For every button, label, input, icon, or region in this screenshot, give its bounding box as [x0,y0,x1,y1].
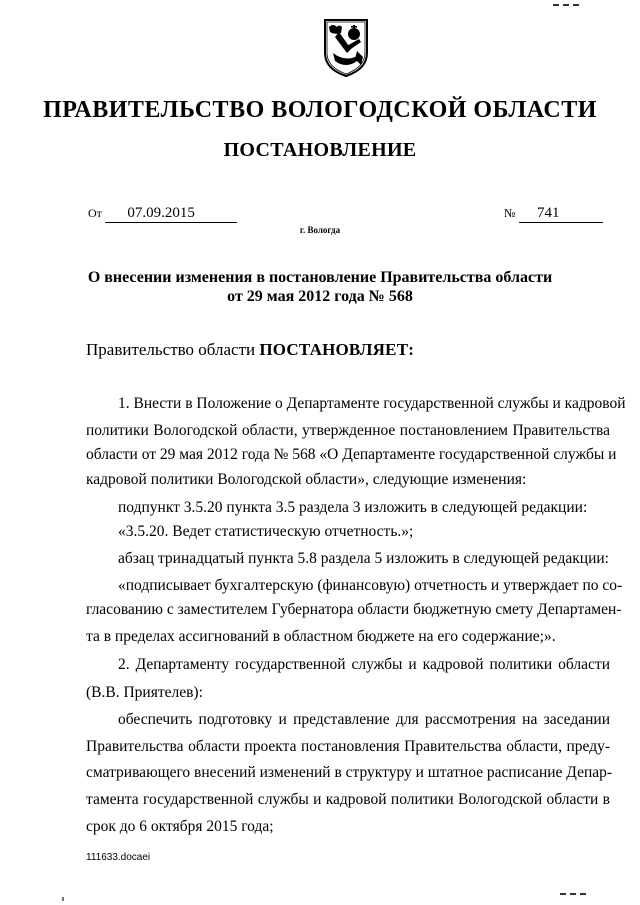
body-line: 2. Департаменту государственной службы и кадровой политики области [118,656,610,673]
document-subject [80,268,560,306]
document-number [504,205,603,223]
body-line: сматривающего внесений изменений в структуру и штатное расписание Депар- [86,764,613,781]
subject-line: от 29 мая 2012 года № 568 [227,288,413,305]
body-line: обеспечить подготовку и представление для рассмотрения на заседании [118,711,610,728]
government-title: ПРАВИТЕЛЬСТВО ВОЛОГОДСКОЙ ОБЛАСТИ [43,97,597,123]
body-line: кадровой политики Вологодской области», следующие изменения: [86,471,527,488]
body-line: подпункт 3.5.20 пункта 3.5 раздела 3 изложить в следующей редакции: [118,499,588,516]
body-line: та в пределах ассигнований в областном бюджете на его содержание;». [86,628,556,645]
body-line: гласованию с заместителем Губернатора области бюджетную смету Департамен- [86,601,622,618]
file-code: 111633.docaei [86,852,151,863]
body-line: срок до 6 октября 2015 года; [86,818,274,835]
city-label: г. Вологда [299,225,341,235]
scan-mark [62,897,64,901]
body-line: (В.В. Приятелев): [86,684,203,701]
document-date [88,205,237,223]
date-value: 07.09.2015 [105,205,237,223]
body-line: области от 29 мая 2012 года № 568 «О Департаменте государственной службы и [86,446,617,463]
body-line: политики Вологодской области, утвержденное постановлением Правительства [86,422,610,439]
decree-intro [86,340,414,360]
body-line: тамента государственной службы и кадровой политики Вологодской области в [86,791,610,808]
scan-mark [560,893,586,897]
date-prefix: От [88,206,102,220]
body-line: абзац тринадцатый пункта 5.8 раздела 5 изложить в следующей редакции: [118,550,609,567]
document-type: ПОСТАНОВЛЕНИЕ [223,139,417,161]
body-line: «подписывает бухгалтерскую (финансовую) отчетность и утверждает по со- [118,577,623,594]
subject-line: О внесении изменения в постановление Правительства области [87,269,553,286]
body-line: Правительства области проекта постановления Правительства области, преду- [86,738,610,755]
body-line: 1. Внести в Положение о Департаменте государственной службы и кадровой [118,395,626,412]
vologda-coat-of-arms-icon [321,17,371,79]
scan-mark [553,4,579,8]
intro-text: Правительство области [86,340,260,359]
number-value: 741 [519,205,603,223]
intro-verb: ПОСТАНОВЛЯЕТ: [259,340,415,359]
body-line: «3.5.20. Ведет статистическую отчетность.»; [118,523,414,540]
number-prefix: № [504,206,516,220]
